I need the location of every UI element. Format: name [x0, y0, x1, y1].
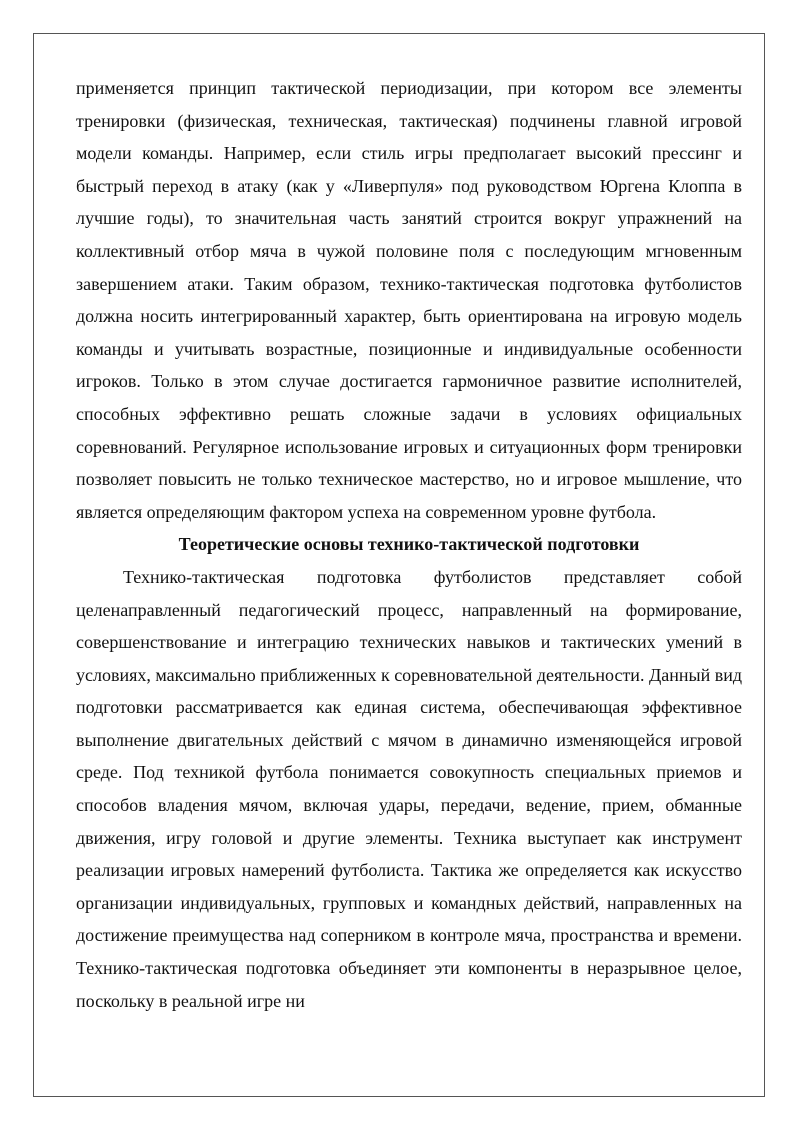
document-body — [76, 72, 742, 1017]
paragraph-continuation: применяется принцип тактической периодизации, при котором все элементы тренировки (физическая, техническая, тактическая) подчинены главной игровой модели команды. Например, если стиль игры предполагает высокий прессинг и быстрый переход в атаку (как у «Ливерпуля» под руководством Юргена Клоппа в лучшие годы), то значительная часть занятий строится вокруг упражнений на коллективный отбор мяча в чужой половине поля с последующим мгновенным завершением атаки. Таким образом, технико-тактическая подготовка футболистов должна носить интегрированный характер, быть ориентирована на игровую модель команды и учитывать возрастные, позиционные и индивидуальные особенности игроков. Только в этом случае достигается гармоничное развитие исполнителей, способных эффективно решать сложные задачи в условиях официальных соревнований. Регулярное использование игровых и ситуационных форм тренировки позволяет повысить не только техническое мастерство, но и игровое мышление, что является определяющим фактором успеха на современном уровне футбола. — [76, 78, 742, 522]
section-heading: Теоретические основы технико-тактической подготовки — [178, 534, 640, 555]
paragraph-definition: Технико-тактическая подготовка футболистов представляет собой целенаправленный педагогический процесс, направленный на формирование, совершенствование и интеграцию технических навыков и тактических умений в условиях, максимально приближенных к соревновательной деятельности. Данный вид подготовки рассматривается как единая система, обеспечивающая эффективное выполнение двигательных действий с мячом в динамично изменяющейся игровой среде. Под техникой футбола понимается совокупность специальных приемов и способов владения мячом, включая удары, передачи, ведение, прием, обманные движения, игру головой и другие элементы. Техника выступает как инструмент реализации игровых намерений футболиста. Тактика же определяется как искусство организации индивидуальных, групповых и командных действий, направленных на достижение преимущества над соперником в контроле мяча, пространства и времени. Технико-тактическая подготовка объединяет эти компоненты в неразрывное целое, поскольку в реальной игре ни — [76, 566, 742, 1011]
